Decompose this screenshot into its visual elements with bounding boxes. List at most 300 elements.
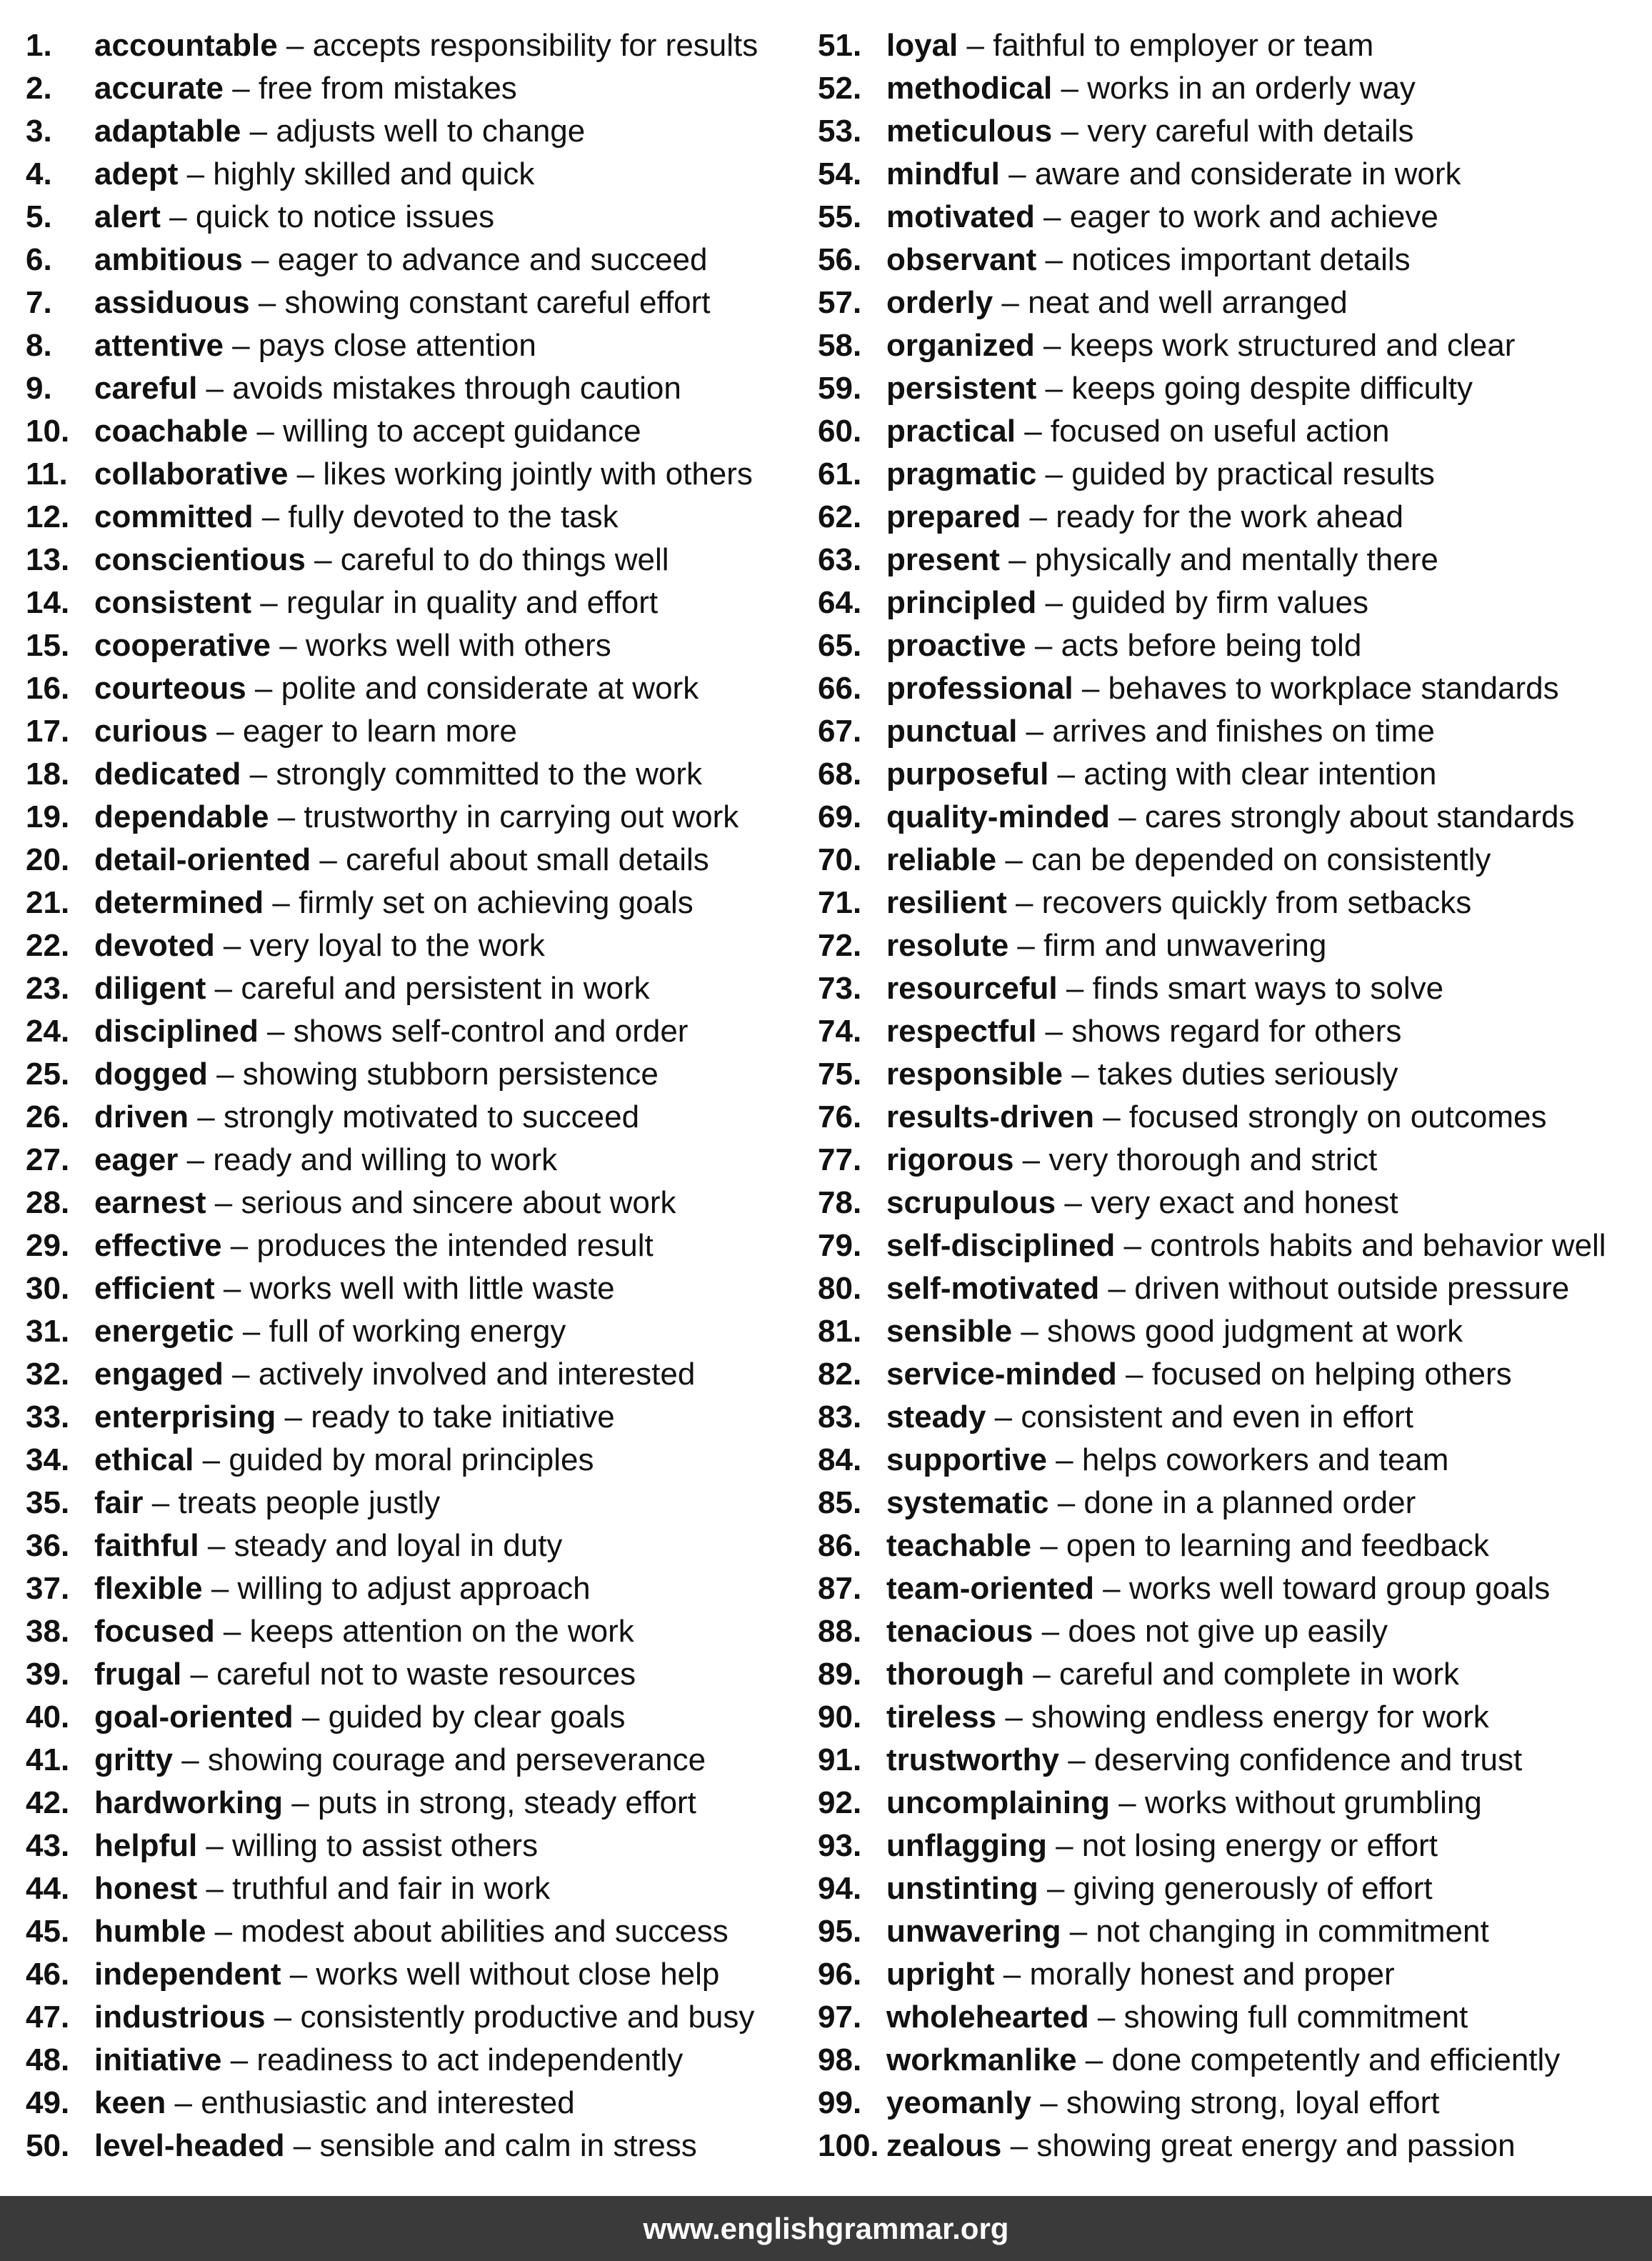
list-item — [818, 1696, 1639, 1739]
item-number: 99. — [818, 2085, 862, 2120]
item-definition: works in an orderly way — [1087, 71, 1416, 106]
item-number: 51. — [818, 28, 862, 63]
item-definition: open to learning and feedback — [1066, 1528, 1489, 1563]
item-number: 31. — [26, 1314, 70, 1349]
item-separator: – — [197, 1828, 233, 1863]
item-separator: – — [1036, 456, 1072, 491]
item-separator: – — [1021, 499, 1056, 534]
item-definition: willing to adjust approach — [237, 1571, 591, 1606]
item-definition: willing to accept guidance — [283, 414, 641, 449]
item-number: 20. — [26, 842, 70, 877]
item-number: 30. — [26, 1271, 70, 1306]
list-item — [818, 1053, 1639, 1096]
item-number: 11. — [26, 456, 68, 491]
item-definition: controls habits and behavior well — [1150, 1228, 1606, 1263]
item-word: reliable — [886, 842, 997, 877]
item-word: collaborative — [94, 456, 289, 491]
item-separator: – — [1052, 114, 1088, 149]
item-separator: – — [221, 2042, 257, 2077]
item-word: self-disciplined — [886, 1228, 1116, 1263]
list-item — [818, 539, 1639, 582]
item-definition: careful about small details — [346, 842, 709, 877]
item-word: humble — [94, 1914, 206, 1949]
item-word: methodical — [886, 71, 1053, 106]
item-definition: regular in quality and effort — [286, 585, 659, 620]
item-word: determined — [94, 885, 264, 920]
item-word: resolute — [886, 928, 1009, 963]
item-number: 96. — [818, 1957, 862, 1992]
list-item — [818, 624, 1639, 667]
item-definition: works well with little waste — [249, 1271, 615, 1306]
item-word: driven — [94, 1099, 189, 1134]
item-separator: – — [194, 1442, 229, 1477]
item-definition: shows self-control and order — [293, 1014, 689, 1049]
item-word: service-minded — [886, 1357, 1117, 1392]
item-separator: – — [1034, 199, 1070, 234]
item-number: 45. — [26, 1914, 70, 1949]
list-item — [818, 967, 1639, 1010]
list-item — [26, 196, 804, 239]
list-item — [26, 67, 804, 110]
item-definition: shows good judgment at work — [1047, 1314, 1463, 1349]
item-word: punctual — [886, 714, 1018, 749]
item-number: 41. — [26, 1742, 70, 1777]
list-item — [818, 1825, 1639, 1867]
item-number: 56. — [818, 242, 862, 277]
item-word: prepared — [886, 499, 1021, 534]
item-number: 91. — [818, 1742, 862, 1777]
item-word: purposeful — [886, 757, 1049, 792]
item-number: 55. — [818, 199, 862, 234]
item-separator: – — [178, 1142, 214, 1177]
item-number: 4. — [26, 156, 52, 191]
item-word: committed — [94, 499, 254, 534]
item-number: 69. — [818, 799, 862, 834]
item-separator: – — [293, 1700, 329, 1735]
item-word: responsible — [886, 1057, 1063, 1092]
item-number: 92. — [818, 1785, 862, 1820]
item-number: 79. — [818, 1228, 862, 1263]
item-separator: – — [277, 28, 313, 63]
list-item — [26, 1096, 804, 1139]
item-word: mindful — [886, 156, 1000, 191]
item-definition: guided by clear goals — [328, 1700, 626, 1735]
item-definition: showing courage and perseverance — [207, 1742, 706, 1777]
item-definition: keeps attention on the work — [249, 1614, 634, 1649]
item-definition: done competently and efficiently — [1111, 2042, 1561, 2077]
list-item — [26, 1482, 804, 1524]
item-separator: – — [986, 1399, 1021, 1434]
item-separator: – — [253, 499, 289, 534]
item-number: 81. — [818, 1314, 862, 1349]
item-separator: – — [311, 842, 346, 877]
list-item — [26, 1567, 804, 1610]
item-number: 44. — [26, 1871, 70, 1906]
item-word: ethical — [94, 1442, 194, 1477]
item-separator: – — [1033, 1614, 1068, 1649]
item-definition: faithful to employer or team — [993, 28, 1374, 63]
item-word: pragmatic — [886, 456, 1037, 491]
item-definition: enthusiastic and interested — [201, 2085, 575, 2120]
item-number: 48. — [26, 2042, 70, 2077]
item-definition: very loyal to the work — [249, 928, 545, 963]
item-separator: – — [270, 628, 306, 663]
item-definition: quick to notice issues — [195, 199, 495, 234]
item-word: faithful — [94, 1528, 199, 1563]
item-separator: – — [1088, 2000, 1124, 2035]
item-number: 26. — [26, 1099, 70, 1134]
list-item — [26, 1439, 804, 1482]
item-word: energetic — [94, 1314, 234, 1349]
list-item — [26, 667, 804, 710]
item-separator: – — [265, 2000, 301, 2035]
item-word: industrious — [94, 2000, 266, 2035]
item-word: unflagging — [886, 1828, 1047, 1863]
item-separator: – — [258, 1014, 294, 1049]
list-item — [818, 453, 1639, 496]
word-list-right-column — [818, 24, 1639, 2167]
item-separator: – — [248, 414, 284, 449]
item-separator: – — [251, 585, 286, 620]
list-item — [26, 324, 804, 367]
list-item — [26, 1053, 804, 1096]
item-number: 65. — [818, 628, 862, 663]
list-item — [26, 239, 804, 281]
item-definition: avoids mistakes through caution — [232, 371, 681, 406]
item-separator: – — [1046, 1828, 1082, 1863]
item-number: 19. — [26, 799, 70, 834]
item-definition: showing strong, loyal effort — [1066, 2085, 1440, 2120]
item-number: 86. — [818, 1528, 862, 1563]
item-number: 76. — [818, 1099, 862, 1134]
list-item — [818, 1010, 1639, 1053]
item-definition: careful and persistent in work — [241, 971, 650, 1006]
item-number: 89. — [818, 1657, 862, 1692]
list-item — [26, 1010, 804, 1053]
footer-bar — [0, 2196, 1652, 2261]
item-separator: – — [1046, 1442, 1082, 1477]
item-definition: steady and loyal in duty — [234, 1528, 563, 1563]
item-word: accurate — [94, 71, 224, 106]
item-number: 39. — [26, 1657, 70, 1692]
item-separator: – — [241, 757, 276, 792]
list-item — [26, 153, 804, 196]
item-word: ambitious — [94, 242, 243, 277]
item-word: assiduous — [94, 285, 250, 320]
item-definition: done in a planned order — [1083, 1485, 1416, 1520]
item-word: dedicated — [94, 757, 241, 792]
item-number: 84. — [818, 1442, 862, 1477]
item-number: 5. — [26, 199, 52, 234]
item-definition: deserving confidence and trust — [1093, 1742, 1523, 1777]
list-item — [26, 1396, 804, 1439]
item-definition: guided by moral principles — [229, 1442, 594, 1477]
item-separator: – — [1109, 799, 1145, 834]
list-item — [818, 496, 1639, 539]
item-number: 12. — [26, 499, 70, 534]
item-definition: treats people justly — [178, 1485, 441, 1520]
item-number: 67. — [818, 714, 862, 749]
item-word: uncomplaining — [886, 1785, 1110, 1820]
item-word: adept — [94, 156, 179, 191]
item-word: scrupulous — [886, 1185, 1056, 1220]
item-definition: produces the intended result — [256, 1228, 654, 1263]
list-item — [818, 324, 1639, 367]
list-item — [26, 582, 804, 624]
item-word: initiative — [94, 2042, 222, 2077]
item-word: alert — [94, 199, 161, 234]
item-number: 35. — [26, 1485, 70, 1520]
item-word: systematic — [886, 1485, 1049, 1520]
item-separator: – — [996, 1700, 1032, 1735]
item-number: 68. — [818, 757, 862, 792]
item-separator: – — [206, 1914, 241, 1949]
list-item — [26, 410, 804, 453]
item-separator: – — [1017, 714, 1053, 749]
item-number: 3. — [26, 114, 52, 149]
item-number: 18. — [26, 757, 70, 792]
item-separator: – — [269, 799, 304, 834]
item-definition: giving generously of effort — [1073, 1871, 1433, 1906]
list-item — [818, 110, 1639, 153]
list-item — [26, 1867, 804, 1910]
item-number: 73. — [818, 971, 862, 1006]
item-word: conscientious — [94, 542, 306, 577]
item-number: 71. — [818, 885, 862, 920]
item-definition: aware and considerate in work — [1034, 156, 1461, 191]
item-separator: – — [1036, 1014, 1072, 1049]
item-number: 62. — [818, 499, 862, 534]
item-word: diligent — [94, 971, 206, 1006]
item-word: tireless — [886, 1700, 997, 1735]
item-separator: – — [214, 1614, 250, 1649]
item-definition: keeps work structured and clear — [1069, 328, 1516, 363]
list-item — [26, 1996, 804, 2039]
item-separator: – — [1036, 242, 1072, 277]
word-list-left-column — [26, 24, 804, 2167]
item-separator: – — [241, 114, 276, 149]
item-separator: – — [223, 328, 259, 363]
item-word: hardworking — [94, 1785, 284, 1820]
item-word: effective — [94, 1228, 222, 1263]
item-number: 90. — [818, 1700, 862, 1735]
item-number: 61. — [818, 456, 862, 491]
item-definition: firmly set on achieving goals — [299, 885, 694, 920]
item-separator: – — [1001, 2128, 1037, 2163]
item-word: level-headed — [94, 2128, 285, 2163]
list-item — [26, 1224, 804, 1267]
item-separator: – — [994, 1957, 1030, 1992]
item-separator: – — [1036, 371, 1072, 406]
item-word: accountable — [94, 28, 278, 63]
item-number: 38. — [26, 1614, 70, 1649]
item-word: efficient — [94, 1271, 215, 1306]
item-separator: – — [178, 156, 214, 191]
item-definition: arrives and finishes on time — [1052, 714, 1435, 749]
item-definition: neat and well arranged — [1028, 285, 1348, 320]
item-separator: – — [221, 1228, 257, 1263]
item-number: 29. — [26, 1228, 70, 1263]
item-number: 49. — [26, 2085, 70, 2120]
item-word: enterprising — [94, 1399, 276, 1434]
item-definition: eager to advance and succeed — [277, 242, 708, 277]
list-item — [26, 1182, 804, 1224]
item-word: persistent — [886, 371, 1037, 406]
item-separator: – — [224, 71, 259, 106]
item-definition: highly skilled and quick — [213, 156, 535, 191]
item-definition: eager to work and achieve — [1069, 199, 1438, 234]
item-separator: – — [242, 242, 278, 277]
item-separator: – — [1099, 1271, 1135, 1306]
item-separator: – — [1006, 885, 1042, 920]
list-item — [818, 410, 1639, 453]
item-definition: very careful with details — [1087, 114, 1414, 149]
item-number: 22. — [26, 928, 70, 963]
item-word: fair — [94, 1485, 144, 1520]
list-item — [818, 1396, 1639, 1439]
item-number: 97. — [818, 2000, 862, 2035]
list-item — [26, 1610, 804, 1653]
item-number: 77. — [818, 1142, 862, 1177]
item-word: gritty — [94, 1742, 173, 1777]
list-item — [818, 882, 1639, 924]
item-separator: – — [993, 285, 1028, 320]
list-item — [818, 1567, 1639, 1610]
list-item — [26, 453, 804, 496]
list-item — [26, 1825, 804, 1867]
item-word: upright — [886, 1957, 995, 1992]
item-definition: actively involved and interested — [258, 1357, 696, 1392]
item-definition: ready to take initiative — [311, 1399, 615, 1434]
item-separator: – — [1031, 1528, 1066, 1563]
item-word: tenacious — [886, 1614, 1033, 1649]
item-word: detail-oriented — [94, 842, 311, 877]
item-word: cooperative — [94, 628, 271, 663]
item-word: meticulous — [886, 114, 1053, 149]
item-definition: sensible and calm in stress — [319, 2128, 697, 2163]
item-separator: – — [1031, 2085, 1066, 2120]
item-word: devoted — [94, 928, 215, 963]
item-definition: acting with clear intention — [1083, 757, 1437, 792]
item-word: rigorous — [886, 1142, 1014, 1177]
item-number: 94. — [818, 1871, 862, 1906]
item-number: 80. — [818, 1271, 862, 1306]
item-separator: – — [234, 1314, 269, 1349]
item-number: 53. — [818, 114, 862, 149]
item-word: keen — [94, 2085, 166, 2120]
list-item — [26, 1910, 804, 1953]
list-item — [818, 1953, 1639, 1996]
item-definition: physically and mentally there — [1034, 542, 1438, 577]
list-item — [26, 924, 804, 967]
item-definition: guided by firm values — [1071, 585, 1368, 620]
item-number: 28. — [26, 1185, 70, 1220]
list-item — [26, 882, 804, 924]
list-item — [818, 153, 1639, 196]
item-separator: – — [246, 671, 281, 706]
item-word: coachable — [94, 414, 249, 449]
item-separator: – — [1056, 1185, 1091, 1220]
item-word: self-motivated — [886, 1271, 1100, 1306]
item-word: principled — [886, 585, 1037, 620]
item-definition: guided by practical results — [1071, 456, 1435, 491]
item-number: 87. — [818, 1571, 862, 1606]
list-item — [818, 1867, 1639, 1910]
item-separator: – — [1116, 1357, 1152, 1392]
item-definition: willing to assist others — [232, 1828, 539, 1863]
item-word: disciplined — [94, 1014, 259, 1049]
item-separator: – — [1036, 585, 1072, 620]
item-word: adaptable — [94, 114, 241, 149]
item-definition: morally honest and proper — [1029, 1957, 1395, 1992]
item-separator: – — [173, 1742, 208, 1777]
item-separator: – — [214, 928, 250, 963]
item-separator: – — [1115, 1228, 1151, 1263]
list-item — [818, 753, 1639, 796]
item-word: dogged — [94, 1057, 208, 1092]
item-number: 32. — [26, 1357, 70, 1392]
item-word: helpful — [94, 1828, 198, 1863]
item-word: quality-minded — [886, 799, 1110, 834]
list-item — [818, 667, 1639, 710]
item-word: unwavering — [886, 1914, 1061, 1949]
list-item — [818, 1139, 1639, 1182]
item-word: thorough — [886, 1657, 1025, 1692]
item-number: 58. — [818, 328, 862, 363]
item-number: 7. — [26, 285, 52, 320]
item-number: 46. — [26, 1957, 70, 1992]
item-definition: showing full commitment — [1123, 2000, 1468, 2035]
list-item — [26, 2082, 804, 2125]
item-separator: – — [143, 1485, 179, 1520]
item-definition: fully devoted to the task — [288, 499, 619, 534]
item-number: 74. — [818, 1014, 862, 1049]
item-word: zealous — [886, 2128, 1002, 2163]
item-word: motivated — [886, 199, 1035, 234]
item-number: 70. — [818, 842, 862, 877]
item-definition: full of working energy — [269, 1314, 566, 1349]
item-definition: consistent and even in effort — [1021, 1399, 1413, 1434]
list-item — [818, 1653, 1639, 1696]
list-item — [26, 2125, 804, 2167]
item-definition: not losing energy or effort — [1081, 1828, 1438, 1863]
item-definition: readiness to act independently — [256, 2042, 684, 2077]
item-number: 72. — [818, 928, 862, 963]
list-item — [26, 496, 804, 539]
item-word: results-driven — [886, 1099, 1094, 1134]
item-definition: very exact and honest — [1091, 1185, 1398, 1220]
item-word: honest — [94, 1871, 198, 1906]
list-item — [818, 1610, 1639, 1653]
item-separator: – — [1093, 1571, 1129, 1606]
item-separator: – — [207, 714, 243, 749]
list-item — [818, 367, 1639, 410]
item-separator: – — [288, 456, 324, 491]
item-word: resilient — [886, 885, 1007, 920]
item-word: trustworthy — [886, 1742, 1059, 1777]
list-item — [818, 239, 1639, 281]
list-item — [26, 1739, 804, 1782]
item-separator: – — [197, 371, 233, 406]
item-definition: takes duties seriously — [1097, 1057, 1398, 1092]
item-definition: ready and willing to work — [213, 1142, 558, 1177]
item-word: workmanlike — [886, 2042, 1077, 2077]
item-number: 25. — [26, 1057, 70, 1092]
item-number: 24. — [26, 1014, 70, 1049]
item-word: courteous — [94, 671, 246, 706]
item-separator: – — [1109, 1785, 1145, 1820]
item-number: 9. — [26, 371, 52, 406]
